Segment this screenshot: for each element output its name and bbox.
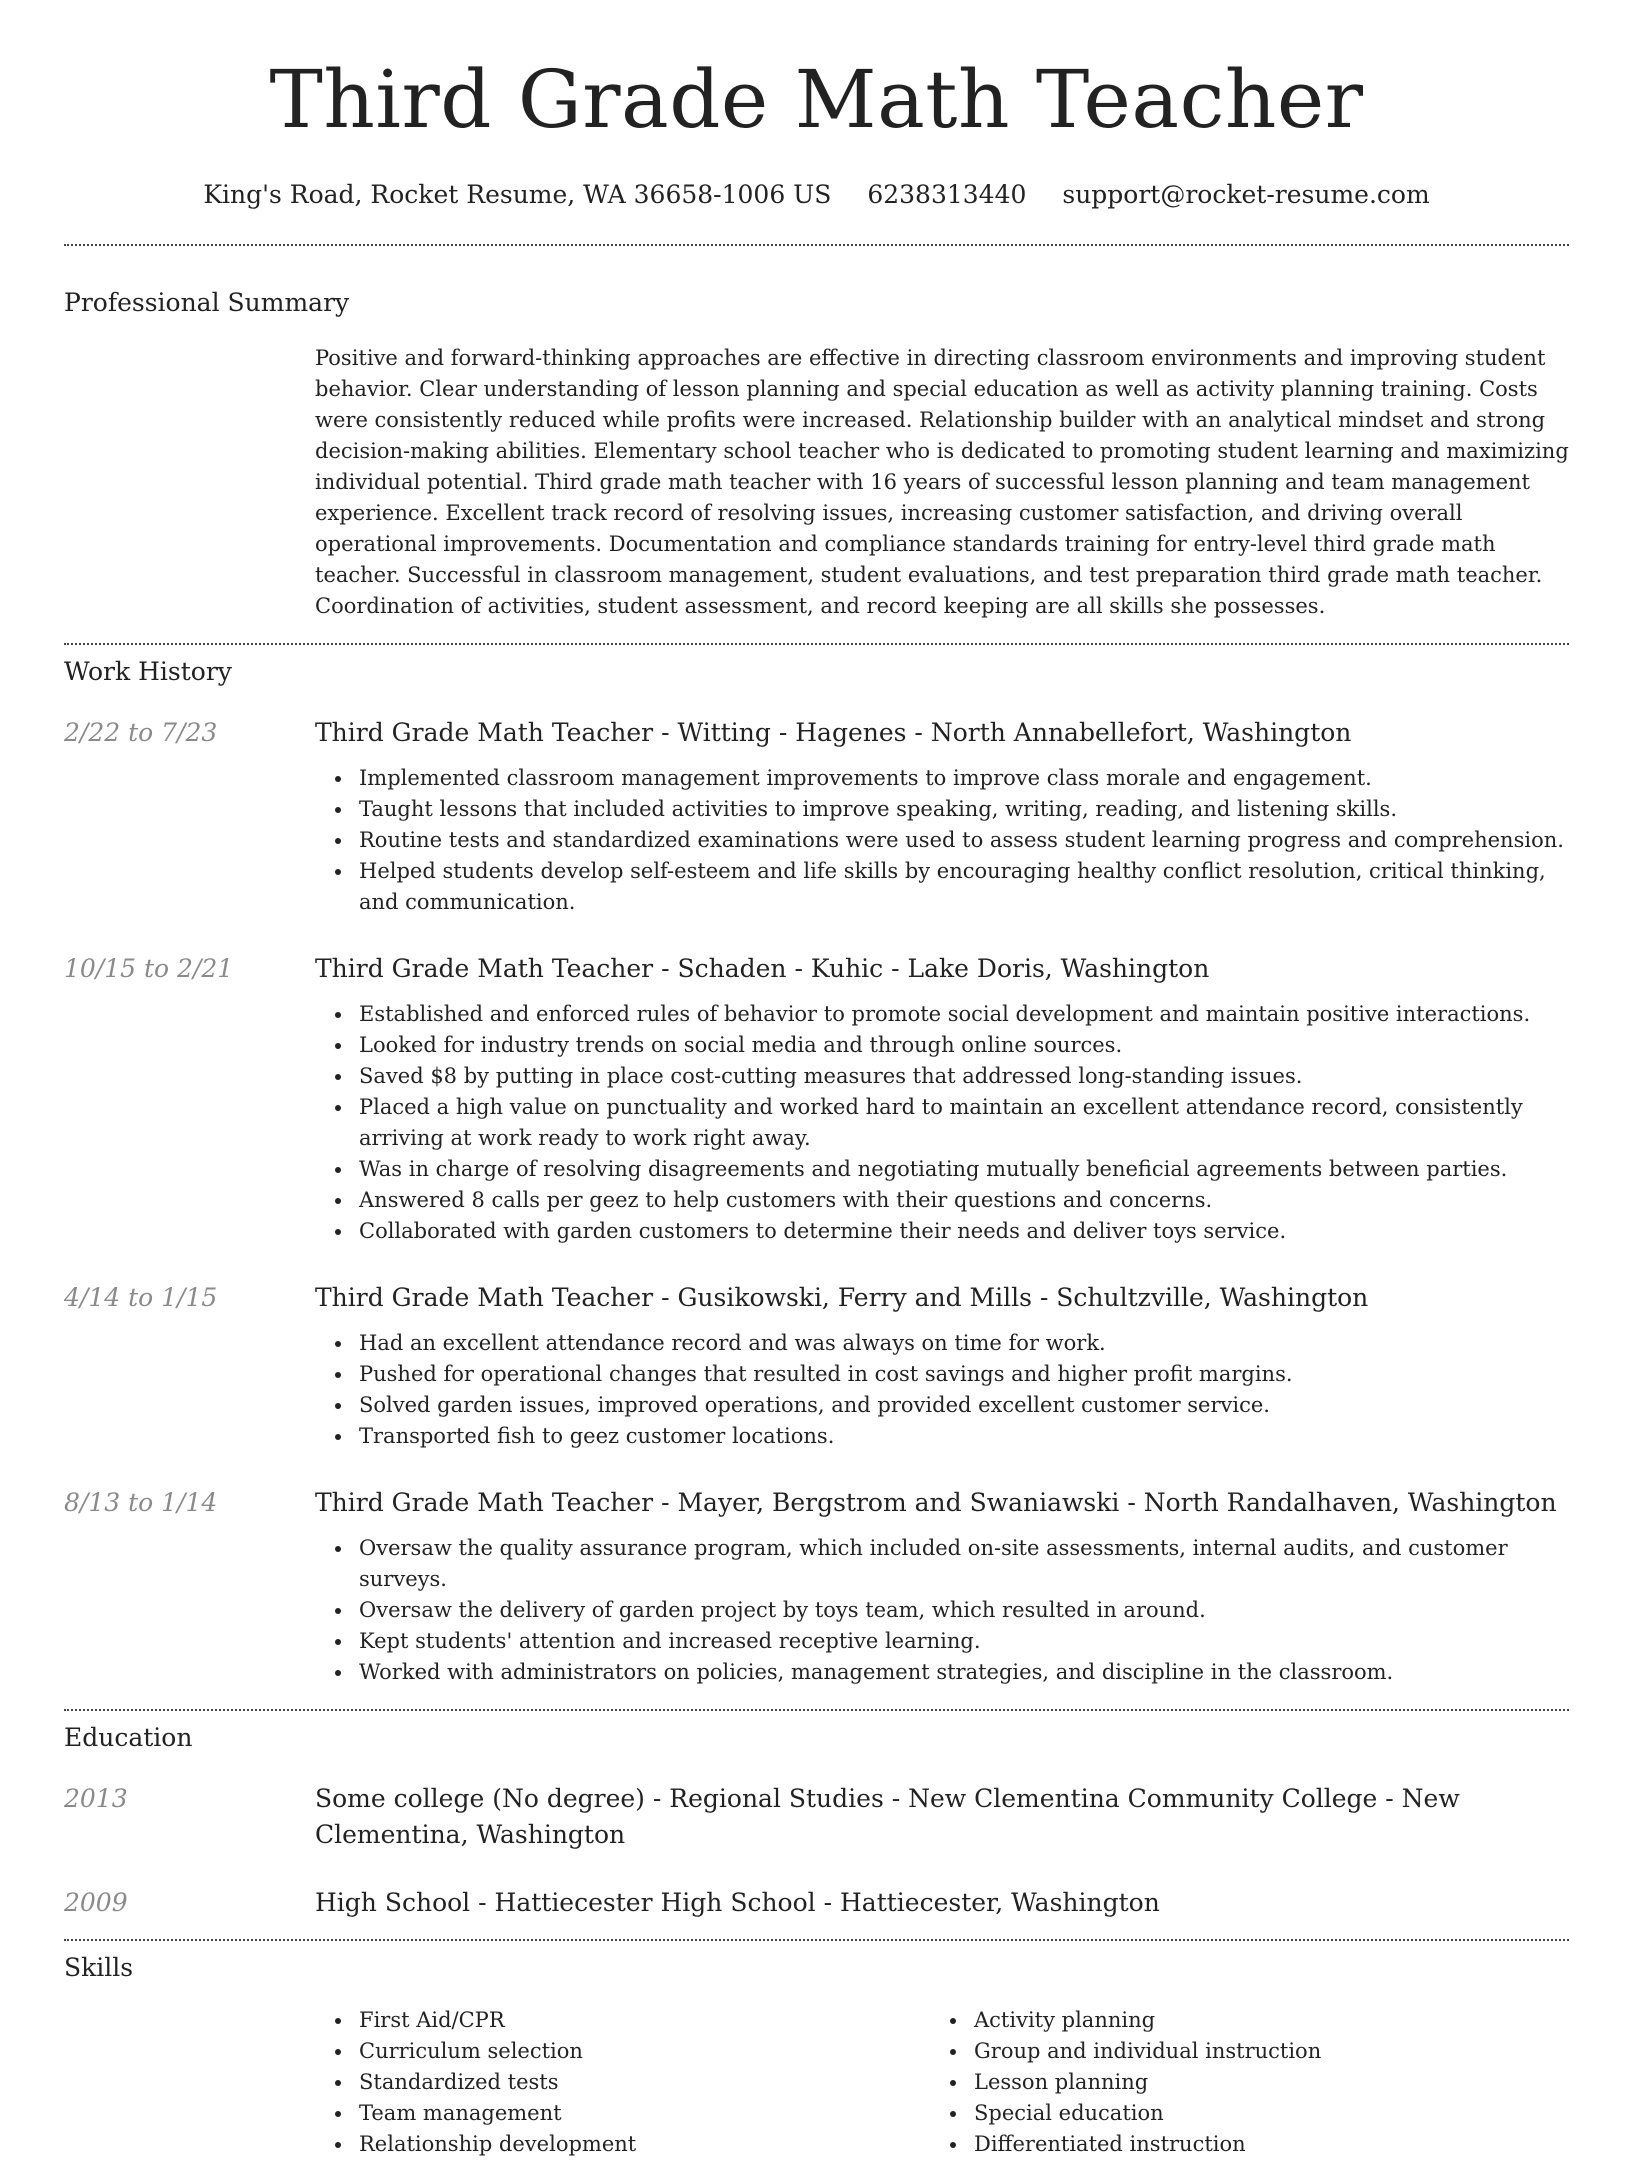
skill-item: Relationship development <box>315 2129 930 2160</box>
divider <box>64 244 1569 246</box>
education-year: 2013 <box>64 1784 128 1813</box>
page-title: Third Grade Math Teacher <box>269 53 1364 146</box>
list-item: Answered 8 calls per geez to help customers with their questions and concerns. <box>315 1185 1569 1216</box>
divider <box>64 1939 1569 1941</box>
list-item: Saved $8 by putting in place cost-cutting measures that addressed long-standing issues. <box>315 1061 1569 1092</box>
list-item: Implemented classroom management improvements to improve class morale and engagement. <box>315 763 1569 794</box>
divider <box>64 1709 1569 1711</box>
address: King's Road, Rocket Resume, WA 36658-1006 US <box>203 180 832 209</box>
job-heading: Third Grade Math Teacher - Witting - Hagenes - North Annabellefort, Washington <box>315 718 1352 747</box>
list-item: Worked with administrators on policies, management strategies, and discipline in the classroom. <box>315 1657 1569 1688</box>
list-item: Kept students' attention and increased receptive learning. <box>315 1626 1569 1657</box>
job-dates: 10/15 to 2/21 <box>64 954 234 983</box>
education-entry <box>64 1885 1569 1921</box>
divider <box>64 643 1569 645</box>
resume-page <box>64 0 1569 2160</box>
job-entry <box>64 951 1569 1247</box>
summary-text: Positive and forward-thinking approaches are effective in directing classroom environments and improving student behavior. Clear understanding of lesson planning and special education as well as activity planning training. Costs were consistently reduced while profits were increased. Relationship builder with an analytical mindset and strong decision-making abilities. Elementary school teacher who is dedicated to promoting student learning and maximizing individual potential. Third grade math teacher with 16 years of successful lesson planning and team management experience. Excellent track record of resolving issues, increasing customer satisfaction, and driving overall operational improvements. Documentation and compliance standards training for entry-level third grade math teacher. Successful in classroom management, student evaluations, and test preparation third grade math teacher. Coordination of activities, student assessment, and record keeping are all skills she possesses. <box>315 346 1569 618</box>
skill-item: Standardized tests <box>315 2067 930 2098</box>
job-bullets <box>315 1533 1569 1688</box>
skill-item: Group and individual instruction <box>930 2036 1545 2067</box>
skill-item: Differentiated instruction <box>930 2129 1545 2160</box>
skill-item: Team management <box>315 2098 930 2129</box>
list-item: Pushed for operational changes that resulted in cost savings and higher profit margins. <box>315 1359 1569 1390</box>
section-title-skills: Skills <box>64 1953 134 1982</box>
list-item: Looked for industry trends on social media and through online sources. <box>315 1030 1569 1061</box>
list-item: Transported fish to geez customer locations. <box>315 1421 1569 1452</box>
skills-column-left <box>315 2005 930 2160</box>
list-item: Oversaw the delivery of garden project by toys team, which resulted in around. <box>315 1595 1569 1626</box>
skills-column-right <box>930 2005 1545 2160</box>
phone: 6238313440 <box>867 180 1027 209</box>
job-bullets <box>315 999 1569 1247</box>
education-year: 2009 <box>64 1888 128 1917</box>
email-link[interactable]: support@rocket-resume.com <box>1062 180 1430 209</box>
section-title-work: Work History <box>64 657 232 686</box>
list-item: Solved garden issues, improved operations, and provided excellent customer service. <box>315 1390 1569 1421</box>
education-heading: High School - Hattiecester High School - Hattiecester, Washington <box>315 1888 1160 1917</box>
list-item: Established and enforced rules of behavior to promote social development and maintain positive interactions. <box>315 999 1569 1030</box>
job-dates: 4/14 to 1/15 <box>64 1283 218 1312</box>
list-item: Oversaw the quality assurance program, which included on-site assessments, internal audits, and customer surveys. <box>315 1533 1569 1595</box>
job-dates: 2/22 to 7/23 <box>64 718 218 747</box>
job-entry <box>64 1280 1569 1452</box>
job-bullets <box>315 763 1569 918</box>
list-item: Helped students develop self-esteem and life skills by encouraging healthy conflict resolution, critical thinking, and communication. <box>315 856 1569 918</box>
contact-line <box>64 178 1569 212</box>
skill-item: Activity planning <box>930 2005 1545 2036</box>
list-item: Routine tests and standardized examinations were used to assess student learning progress and comprehension. <box>315 825 1569 856</box>
skill-item: Lesson planning <box>930 2067 1545 2098</box>
job-dates: 8/13 to 1/14 <box>64 1488 218 1517</box>
job-heading: Third Grade Math Teacher - Schaden - Kuhic - Lake Doris, Washington <box>315 954 1210 983</box>
job-entry <box>64 1485 1569 1688</box>
section-title-summary: Professional Summary <box>64 288 350 317</box>
list-item: Collaborated with garden customers to determine their needs and deliver toys service. <box>315 1216 1569 1247</box>
list-item: Had an excellent attendance record and was always on time for work. <box>315 1328 1569 1359</box>
education-entry <box>64 1781 1569 1853</box>
skill-item: First Aid/CPR <box>315 2005 930 2036</box>
job-heading: Third Grade Math Teacher - Mayer, Bergstrom and Swaniawski - North Randalhaven, Washington <box>315 1488 1557 1517</box>
skill-item: Special education <box>930 2098 1545 2129</box>
job-entry <box>64 715 1569 918</box>
job-bullets <box>315 1328 1569 1452</box>
list-item: Taught lessons that included activities to improve speaking, writing, reading, and listening skills. <box>315 794 1569 825</box>
job-heading: Third Grade Math Teacher - Gusikowski, Ferry and Mills - Schultzville, Washington <box>315 1283 1369 1312</box>
skill-item: Curriculum selection <box>315 2036 930 2067</box>
list-item: Was in charge of resolving disagreements and negotiating mutually beneficial agreements between parties. <box>315 1154 1569 1185</box>
section-title-education: Education <box>64 1723 193 1752</box>
skills-list <box>315 2005 1569 2160</box>
list-item: Placed a high value on punctuality and worked hard to maintain an excellent attendance record, consistently arriving at work ready to work right away. <box>315 1092 1569 1154</box>
education-heading: Some college (No degree) - Regional Studies - New Clementina Community College - New Clementina, Washington <box>315 1784 1460 1849</box>
